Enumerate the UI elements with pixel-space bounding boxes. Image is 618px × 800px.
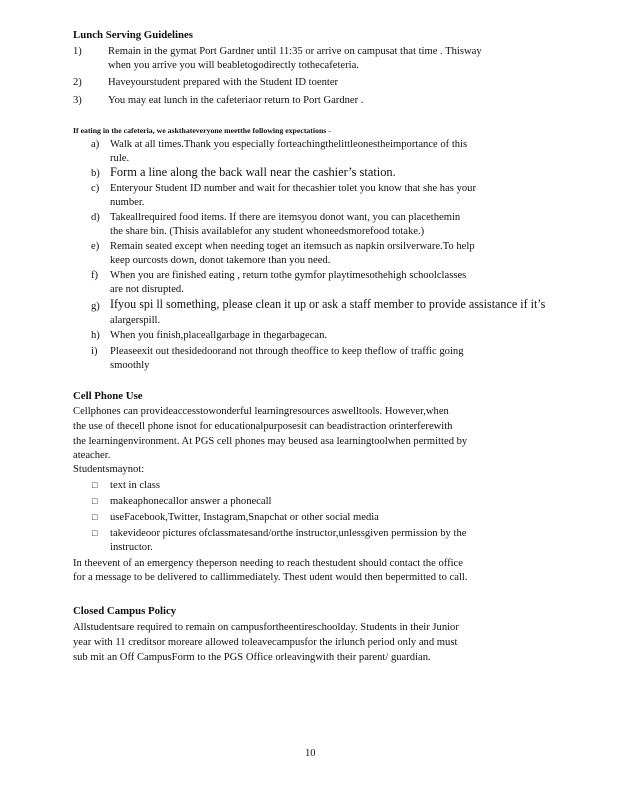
list-item-text: Remain seated except when needing toget an itemsuch as napkin orsilverware.To help [110,241,475,252]
paragraph-line: In theevent of an emergency theperson needing to reach thestudent should contact the office [73,558,463,569]
expectations-intro: If eating in the cafeteria, we askthateveryone meetthe following expectations - [73,126,331,135]
paragraph-line: the use of thecell phone isnot for educationalpurposesit can beadistraction orinterferewith [73,421,453,432]
list-item-text: When you finish,placeallgarbage in thegarbagecan. [110,330,328,341]
paragraph-line: the learningenvironment. At PGS cell phones may beused asa learningtoolwhen permitted by [73,436,468,447]
list-item-text: Walk at all times.Thank you especially forteachingthelittleonestheimportance of this [110,139,468,150]
bullet-text: takevideoor pictures ofclassmatesand/orthe instructor,unlessgiven permission by the [110,528,467,539]
page-number: 10 [305,748,316,759]
paragraph-line: sub mit an Off CampusForm to the PGS Office orleavingwith their parent/ guardian. [73,652,431,663]
list-item-text: When you are finished eating , return tothe gymfor playtimesothehigh schoolclasses [110,270,467,281]
bullet-icon: □ [92,512,98,522]
list-item-text: Enteryour Student ID number and wait for thecashier tolet you know that she has your [110,183,476,194]
list-item-text: when you arrive you will beabletogodirectly tothecafeteria. [108,60,359,71]
list-letter: c) [91,183,100,194]
bullet-text: text in class [110,480,161,491]
list-letter: d) [91,212,100,223]
list-letter: g) [91,301,100,312]
list-item-text: number. [110,197,145,208]
list-item-text: alargerspill. [110,315,161,326]
list-item-text: Haveyourstudent prepared with the Student ID toenter [108,77,339,88]
list-letter: a) [91,139,100,150]
list-letter: e) [91,241,100,252]
list-item-text: Ifyou spi ll something, please clean it up or ask a staff member to provide assistance if it’s [110,297,546,311]
list-item-text: smoothly [110,360,150,371]
list-item-text: are not disrupted. [110,284,184,295]
list-item-text: rule. [110,153,130,164]
list-item-text: Remain in the gymat Port Gardner until 11:35 or arrive on campusat that time . Thisway [108,46,482,57]
list-letter: h) [91,330,100,341]
paragraph-line: for a message to be delivered to callimmediately. Thest udent would then bepermitted to call. [73,572,468,583]
list-item-text: You may eat lunch in the cafeteriaor return to Port Gardner . [108,95,364,106]
list-number: 1) [73,46,82,57]
list-letter: f) [91,270,99,281]
list-item-text: Pleaseexit out thesidedoorand not through theoffice to keep theflow of traffic going [110,346,464,357]
bullet-icon: □ [92,496,98,506]
section-heading-cell-phone: Cell Phone Use [73,390,143,402]
bullet-text: makeaphonecallor answer a phonecall [110,496,272,507]
list-letter: i) [91,346,98,357]
bullet-text: useFacebook,Twitter, Instagram,Snapchat or other social media [110,512,379,523]
list-number: 3) [73,95,82,106]
section-heading-lunch: Lunch Serving Guidelines [73,29,193,41]
list-number: 2) [73,77,82,88]
list-letter: b) [91,168,100,179]
paragraph-line: Allstudentsare required to remain on campusfortheentireschoolday. Students in their Junior [73,622,459,633]
list-item-text: Form a line along the back wall near the cashier’s station. [110,165,396,179]
paragraph-line: year with 11 creditsor moreare allowed toleavecampusfor the irlunch period only and must [73,637,458,648]
bullet-text: instructor. [110,542,153,553]
bullet-icon: □ [92,528,98,538]
section-heading-closed-campus: Closed Campus Policy [73,605,177,617]
paragraph-line: ateacher. [73,450,111,461]
list-item-text: the share bin. (Thisis availablefor any student whoneedsmorefood totake.) [110,226,425,237]
list-item-text: Takeallrequired food items. If there are itemsyou donot want, you can placethemin [110,212,461,223]
list-item-text: keep ourcosts down, donot takemore than you need. [110,255,331,266]
paragraph-line: Cellphones can provideaccesstowonderful learningresources aswelltools. However,when [73,406,449,417]
bullet-icon: □ [92,480,98,490]
students-may-not: Studentsmaynot: [73,464,145,475]
